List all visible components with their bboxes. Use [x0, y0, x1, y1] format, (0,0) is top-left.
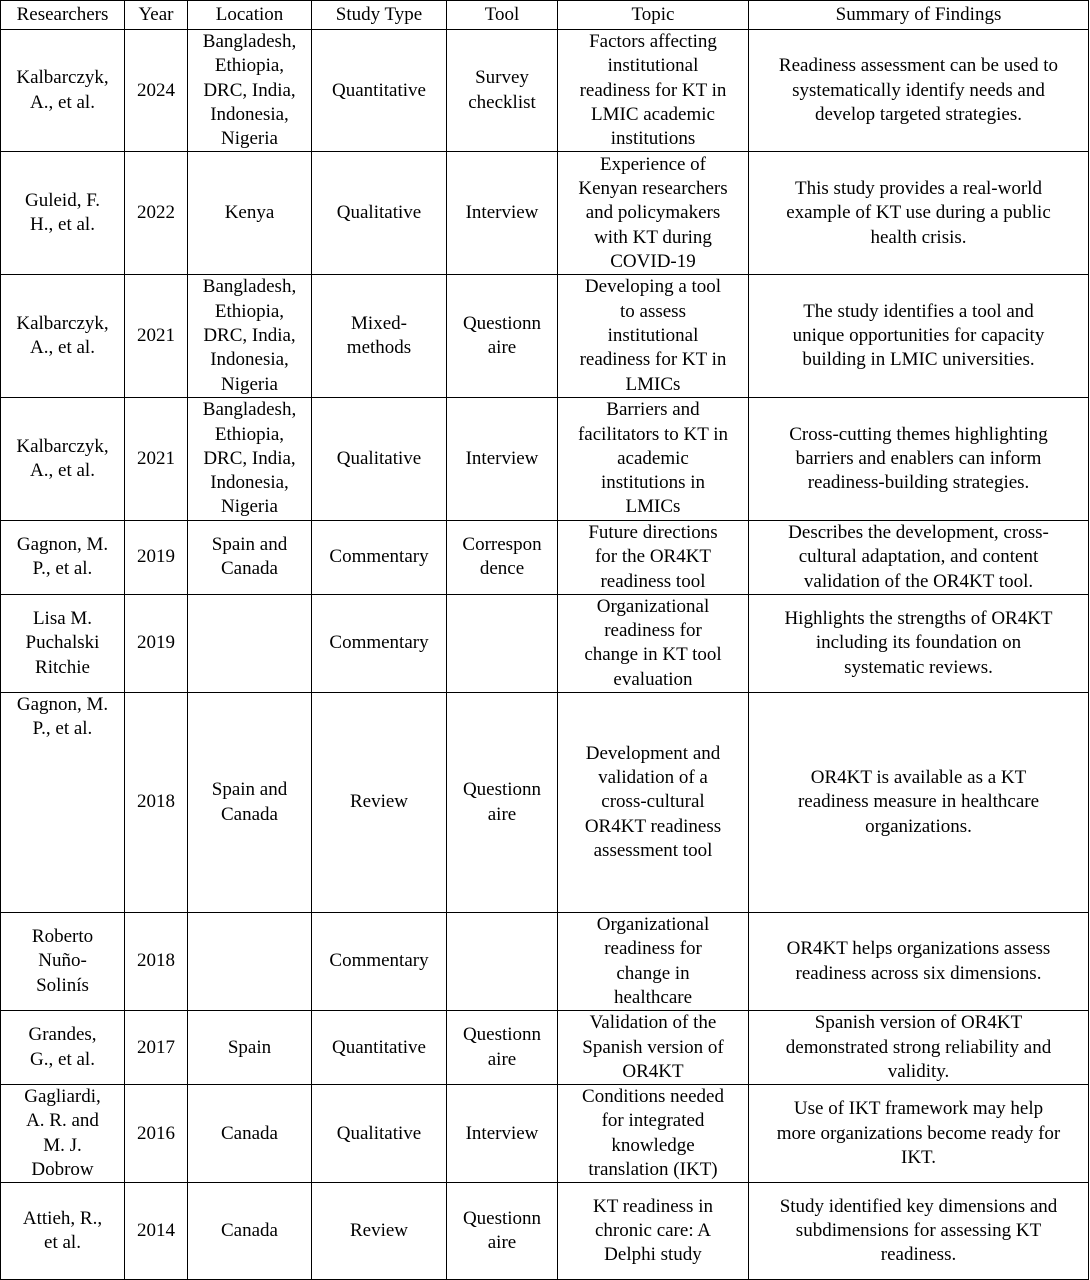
cell-topic: Validation of the Spanish version of OR4KT: [558, 1011, 749, 1085]
cell-summary: OR4KT is available as a KT readiness measure in healthcare organizations.: [749, 693, 1089, 913]
cell-tool: Questionn aire: [447, 275, 558, 397]
header-topic: Topic: [558, 1, 749, 30]
cell-location: Bangladesh, Ethiopia, DRC, India, Indonesia, Nigeria: [188, 397, 312, 520]
cell-researchers: Gagnon, M. P., et al.: [1, 520, 125, 594]
cell-tool: [447, 594, 558, 692]
header-tool: Tool: [447, 1, 558, 30]
table-row: [1, 152, 1089, 275]
cell-summary: This study provides a real-world example of KT use during a public health crisis.: [749, 152, 1089, 275]
header-location: Location: [188, 1, 312, 30]
table-row: [1, 1085, 1089, 1183]
table-row: [1, 397, 1089, 520]
cell-location: Bangladesh, Ethiopia, DRC, India, Indonesia, Nigeria: [188, 275, 312, 397]
cell-summary: Study identified key dimensions and subdimensions for assessing KT readiness.: [749, 1183, 1089, 1280]
table-row: [1, 30, 1089, 152]
cell-researchers: Kalbarczyk, A., et al.: [1, 275, 125, 397]
cell-summary: Describes the development, cross- cultural adaptation, and content validation of the OR4KT tool.: [749, 520, 1089, 594]
cell-summary: The study identifies a tool and unique opportunities for capacity building in LMIC universities.: [749, 275, 1089, 397]
cell-year: 2018: [125, 913, 188, 1011]
cell-study-type: Qualitative: [312, 1085, 447, 1183]
cell-tool: [447, 913, 558, 1011]
cell-tool: Correspon dence: [447, 520, 558, 594]
cell-year: 2024: [125, 30, 188, 152]
cell-tool: Interview: [447, 397, 558, 520]
cell-location: Spain and Canada: [188, 693, 312, 913]
header-researchers: Researchers: [1, 1, 125, 30]
table-row: [1, 520, 1089, 594]
cell-year: 2022: [125, 152, 188, 275]
cell-study-type: Qualitative: [312, 397, 447, 520]
cell-topic: Barriers and facilitators to KT in academic institutions in LMICs: [558, 397, 749, 520]
cell-topic: Future directions for the OR4KT readiness tool: [558, 520, 749, 594]
cell-researchers: Kalbarczyk, A., et al.: [1, 397, 125, 520]
cell-year: 2018: [125, 693, 188, 913]
cell-researchers: Gagliardi, A. R. and M. J. Dobrow: [1, 1085, 125, 1183]
table-row: [1, 594, 1089, 692]
cell-location: Canada: [188, 1085, 312, 1183]
cell-tool: Interview: [447, 152, 558, 275]
table-row: [1, 693, 1089, 913]
table-row: [1, 1183, 1089, 1280]
cell-summary: OR4KT helps organizations assess readiness across six dimensions.: [749, 913, 1089, 1011]
cell-study-type: Review: [312, 693, 447, 913]
cell-researchers: Guleid, F. H., et al.: [1, 152, 125, 275]
cell-topic: Development and validation of a cross-cultural OR4KT readiness assessment tool: [558, 693, 749, 913]
cell-topic: Conditions needed for integrated knowledge translation (IKT): [558, 1085, 749, 1183]
table-row: [1, 275, 1089, 397]
cell-study-type: Quantitative: [312, 1011, 447, 1085]
header-year: Year: [125, 1, 188, 30]
cell-summary: Cross-cutting themes highlighting barriers and enablers can inform readiness-building strategies.: [749, 397, 1089, 520]
cell-tool: Questionn aire: [447, 1011, 558, 1085]
cell-researchers: Roberto Nuño- Solinís: [1, 913, 125, 1011]
cell-year: 2017: [125, 1011, 188, 1085]
cell-year: 2016: [125, 1085, 188, 1183]
cell-topic: Factors affecting institutional readiness for KT in LMIC academic institutions: [558, 30, 749, 152]
header-row: [1, 1, 1089, 30]
cell-study-type: Review: [312, 1183, 447, 1280]
cell-topic: Developing a tool to assess institutional readiness for KT in LMICs: [558, 275, 749, 397]
table-body: [1, 30, 1089, 1280]
table-header: [1, 1, 1089, 30]
cell-study-type: Mixed- methods: [312, 275, 447, 397]
cell-year: 2021: [125, 397, 188, 520]
header-study-type: Study Type: [312, 1, 447, 30]
cell-topic: Organizational readiness for change in healthcare: [558, 913, 749, 1011]
cell-study-type: Quantitative: [312, 30, 447, 152]
cell-researchers: Gagnon, M. P., et al.: [1, 693, 125, 913]
cell-summary: Highlights the strengths of OR4KT including its foundation on systematic reviews.: [749, 594, 1089, 692]
cell-year: 2014: [125, 1183, 188, 1280]
cell-study-type: Commentary: [312, 520, 447, 594]
cell-topic: Organizational readiness for change in KT tool evaluation: [558, 594, 749, 692]
cell-location: [188, 594, 312, 692]
cell-tool: Survey checklist: [447, 30, 558, 152]
cell-topic: KT readiness in chronic care: A Delphi study: [558, 1183, 749, 1280]
cell-location: Spain: [188, 1011, 312, 1085]
cell-researchers: Grandes, G., et al.: [1, 1011, 125, 1085]
cell-study-type: Commentary: [312, 594, 447, 692]
cell-year: 2021: [125, 275, 188, 397]
cell-researchers: Lisa M. Puchalski Ritchie: [1, 594, 125, 692]
cell-location: [188, 913, 312, 1011]
cell-topic: Experience of Kenyan researchers and policymakers with KT during COVID-19: [558, 152, 749, 275]
cell-year: 2019: [125, 594, 188, 692]
cell-study-type: Commentary: [312, 913, 447, 1011]
table-row: [1, 913, 1089, 1011]
cell-study-type: Qualitative: [312, 152, 447, 275]
cell-location: Bangladesh, Ethiopia, DRC, India, Indonesia, Nigeria: [188, 30, 312, 152]
cell-tool: Questionn aire: [447, 693, 558, 913]
cell-summary: Spanish version of OR4KT demonstrated strong reliability and validity.: [749, 1011, 1089, 1085]
cell-tool: Interview: [447, 1085, 558, 1183]
cell-researchers: Attieh, R., et al.: [1, 1183, 125, 1280]
cell-location: Canada: [188, 1183, 312, 1280]
cell-summary: Readiness assessment can be used to systematically identify needs and develop targeted strategies.: [749, 30, 1089, 152]
cell-summary: Use of IKT framework may help more organizations become ready for IKT.: [749, 1085, 1089, 1183]
cell-location: Spain and Canada: [188, 520, 312, 594]
cell-researchers: Kalbarczyk, A., et al.: [1, 30, 125, 152]
cell-location: Kenya: [188, 152, 312, 275]
cell-tool: Questionn aire: [447, 1183, 558, 1280]
header-summary: Summary of Findings: [749, 1, 1089, 30]
cell-year: 2019: [125, 520, 188, 594]
table-row: [1, 1011, 1089, 1085]
